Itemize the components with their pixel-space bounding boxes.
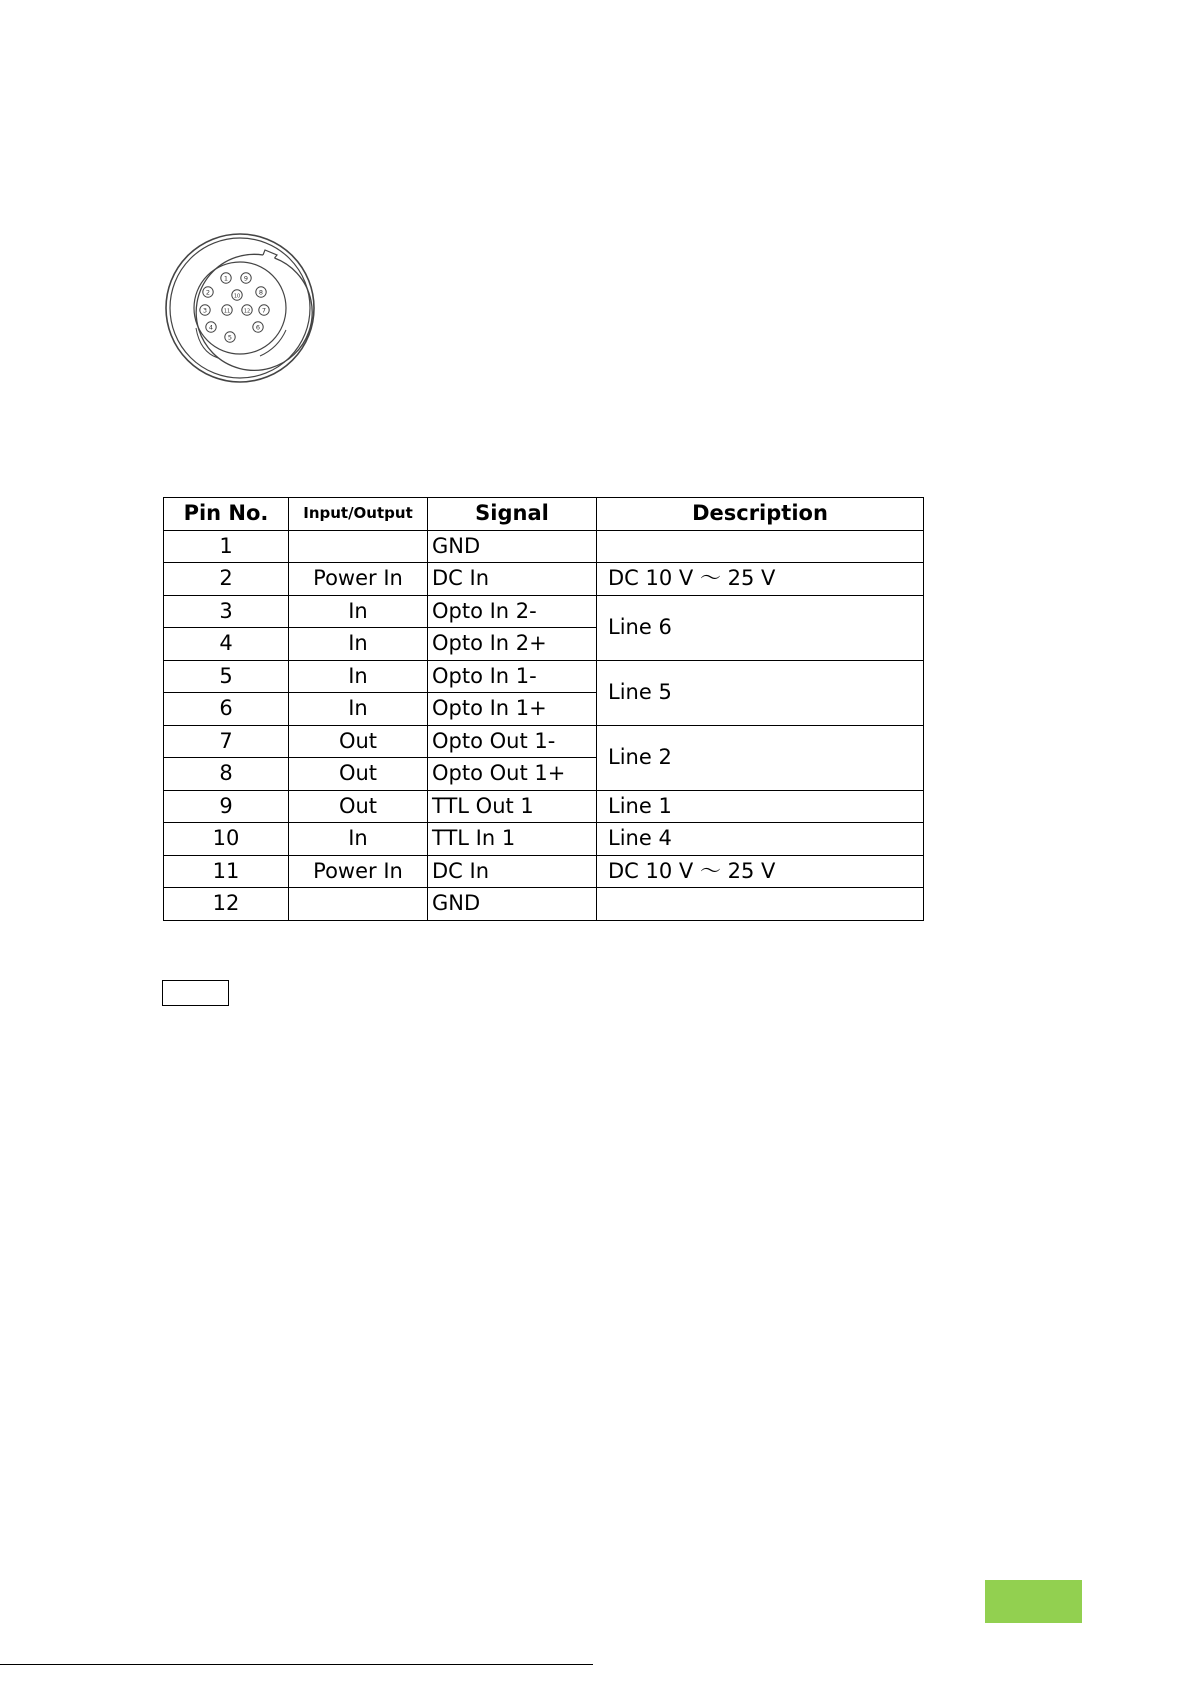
connector-pin-label: 9 <box>243 274 249 283</box>
table-row <box>164 888 924 921</box>
connector-pin-label: 3 <box>202 306 208 315</box>
table-row <box>164 563 924 596</box>
table-header-row <box>164 498 924 531</box>
pin-cell: 7 <box>164 725 289 758</box>
signal-cell: Opto In 2- <box>428 595 597 628</box>
description-cell <box>597 530 924 563</box>
signal-cell: DC In <box>428 855 597 888</box>
connector-pin-label: 10 <box>233 293 241 300</box>
page-number-tab <box>985 1580 1082 1623</box>
connector-pin <box>225 332 235 342</box>
signal-cell: DC In <box>428 563 597 596</box>
signal-cell: Opto Out 1+ <box>428 758 597 791</box>
connector-pin <box>232 290 242 300</box>
connector-pin-label: 12 <box>243 308 251 315</box>
connector-pin-label: 5 <box>227 333 233 342</box>
pin-cell: 9 <box>164 790 289 823</box>
pin-assignment-table <box>163 497 924 921</box>
signal-cell: Opto In 1- <box>428 660 597 693</box>
connector-pin-label: 6 <box>255 323 261 332</box>
header-pin-no: Pin No. <box>164 498 289 531</box>
connector-pin <box>253 322 263 332</box>
pin-cell: 2 <box>164 563 289 596</box>
description-cell: Line 6 <box>597 595 924 660</box>
note-box <box>162 980 229 1006</box>
description-cell: Line 2 <box>597 725 924 790</box>
connector-pins <box>200 273 269 342</box>
pin-cell: 4 <box>164 628 289 661</box>
table-row <box>164 595 924 628</box>
io-cell: Power In <box>289 855 428 888</box>
footer-rule <box>0 1664 593 1665</box>
table-row <box>164 855 924 888</box>
description-cell <box>597 888 924 921</box>
pin-cell: 1 <box>164 530 289 563</box>
connector-pin <box>203 287 213 297</box>
header-signal: Signal <box>428 498 597 531</box>
signal-cell: Opto Out 1- <box>428 725 597 758</box>
table-row <box>164 660 924 693</box>
io-cell: Out <box>289 758 428 791</box>
connector-pin-label: 7 <box>261 306 267 315</box>
description-cell: Line 5 <box>597 660 924 725</box>
pin-cell: 12 <box>164 888 289 921</box>
io-cell: In <box>289 595 428 628</box>
pin-cell: 5 <box>164 660 289 693</box>
pin-cell: 8 <box>164 758 289 791</box>
io-cell: Out <box>289 790 428 823</box>
table-row <box>164 790 924 823</box>
header-input-output: Input/Output <box>289 498 428 531</box>
connector-pinout-diagram <box>160 228 320 388</box>
io-cell: In <box>289 660 428 693</box>
connector-key-notch <box>263 250 277 258</box>
connector-pin <box>206 322 216 332</box>
connector-inner-shell <box>196 254 312 370</box>
connector-second-ring <box>170 238 310 378</box>
signal-cell: TTL Out 1 <box>428 790 597 823</box>
io-cell: In <box>289 693 428 726</box>
pin-cell: 6 <box>164 693 289 726</box>
connector-pin <box>241 273 251 283</box>
pin-cell: 10 <box>164 823 289 856</box>
connector-pin <box>242 305 252 315</box>
io-cell <box>289 888 428 921</box>
signal-cell: GND <box>428 530 597 563</box>
table-row <box>164 530 924 563</box>
signal-cell: Opto In 1+ <box>428 693 597 726</box>
signal-cell: GND <box>428 888 597 921</box>
connector-pin-label: 2 <box>205 288 211 297</box>
io-cell: Out <box>289 725 428 758</box>
connector-pin <box>200 305 210 315</box>
table-row <box>164 823 924 856</box>
description-cell: DC 10 V ～ 25 V <box>597 563 924 596</box>
connector-pin-label: 8 <box>258 288 264 297</box>
connector-pin <box>259 305 269 315</box>
io-cell <box>289 530 428 563</box>
io-cell: In <box>289 628 428 661</box>
connector-pin-label: 11 <box>223 308 231 315</box>
description-cell: Line 1 <box>597 790 924 823</box>
connector-pin-label: 1 <box>223 274 229 283</box>
connector-pin <box>256 287 266 297</box>
pin-cell: 3 <box>164 595 289 628</box>
description-cell: Line 4 <box>597 823 924 856</box>
signal-cell: Opto In 2+ <box>428 628 597 661</box>
connector-insert-detail-2 <box>260 330 286 356</box>
connector-pin <box>221 273 231 283</box>
description-cell: DC 10 V ～ 25 V <box>597 855 924 888</box>
pin-cell: 11 <box>164 855 289 888</box>
header-description: Description <box>597 498 924 531</box>
table-row <box>164 725 924 758</box>
connector-pin <box>222 305 232 315</box>
connector-pin-label: 4 <box>208 323 214 332</box>
io-cell: Power In <box>289 563 428 596</box>
io-cell: In <box>289 823 428 856</box>
signal-cell: TTL In 1 <box>428 823 597 856</box>
